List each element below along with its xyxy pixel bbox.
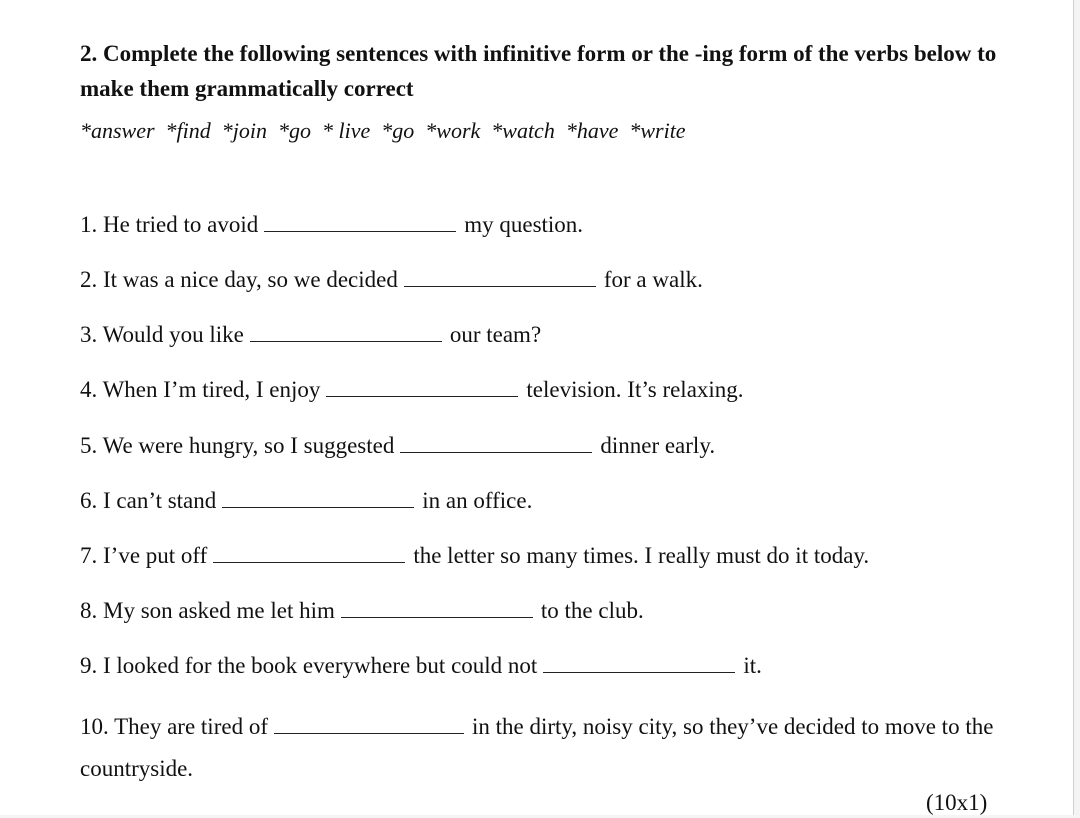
sentence-2	[80, 265, 703, 295]
sentence-9	[80, 651, 762, 681]
sentence-8-blank	[341, 597, 533, 618]
sentence-1-after: my question.	[464, 212, 584, 237]
sentence-6-blank	[222, 487, 414, 508]
sentence-8-before: 8. My son asked me let him	[80, 598, 335, 623]
verb-bank: *answer *find *join *go * live *go *work *watch *have *write	[80, 118, 686, 143]
sentence-8-after: to the club.	[540, 598, 644, 623]
sentence-4-blank	[326, 376, 518, 397]
sentence-3-before: 3. Would you like	[80, 322, 244, 347]
exercise-heading: 2. Complete the following sentences with infinitive form or the -ing form of the verbs below to make them grammatically correct	[80, 41, 997, 101]
sentence-9-blank	[543, 652, 735, 673]
sentence-1-blank	[264, 211, 456, 232]
sentence-7	[80, 541, 869, 571]
sentence-6	[80, 486, 532, 516]
sentence-10-after: in the dirty, noisy city, so they’ve decided to move to the countryside.	[80, 714, 994, 781]
sentence-2-blank	[404, 266, 596, 287]
sentence-6-before: 6. I can’t stand	[80, 488, 217, 513]
sentence-1	[80, 210, 583, 240]
sentence-5	[80, 431, 715, 461]
sentence-10-blank	[274, 713, 464, 734]
sentence-3-blank	[250, 321, 442, 342]
sentence-1-before: 1. He tried to avoid	[80, 212, 259, 237]
sentence-4-before: 4. When I’m tired, I enjoy	[80, 377, 321, 402]
marks-allocation: (10x1)	[926, 790, 988, 815]
sentence-8	[80, 596, 644, 626]
sentence-7-before: 7. I’ve put off	[80, 543, 208, 568]
sentence-7-after: the letter so many times. I really must do it today.	[413, 543, 870, 568]
sentence-9-after: it.	[743, 653, 762, 678]
sentence-10-before: 10. They are tired of	[80, 714, 268, 739]
sentence-5-blank	[400, 432, 592, 453]
sentence-4-after: television. It’s relaxing.	[526, 377, 744, 402]
sentence-4	[80, 375, 744, 405]
sentence-3	[80, 320, 541, 350]
sentence-2-before: 2. It was a nice day, so we decided	[80, 267, 398, 292]
sentence-5-before: 5. We were hungry, so I suggested	[80, 433, 395, 458]
sentence-2-after: for a walk.	[603, 267, 703, 292]
sentence-10	[80, 706, 1010, 790]
sentence-3-after: our team?	[449, 322, 542, 347]
sentence-6-after: in an office.	[422, 488, 533, 513]
sentence-9-before: 9. I looked for the book everywhere but could not	[80, 653, 538, 678]
sentence-5-after: dinner early.	[600, 433, 716, 458]
sentence-7-blank	[213, 542, 405, 563]
